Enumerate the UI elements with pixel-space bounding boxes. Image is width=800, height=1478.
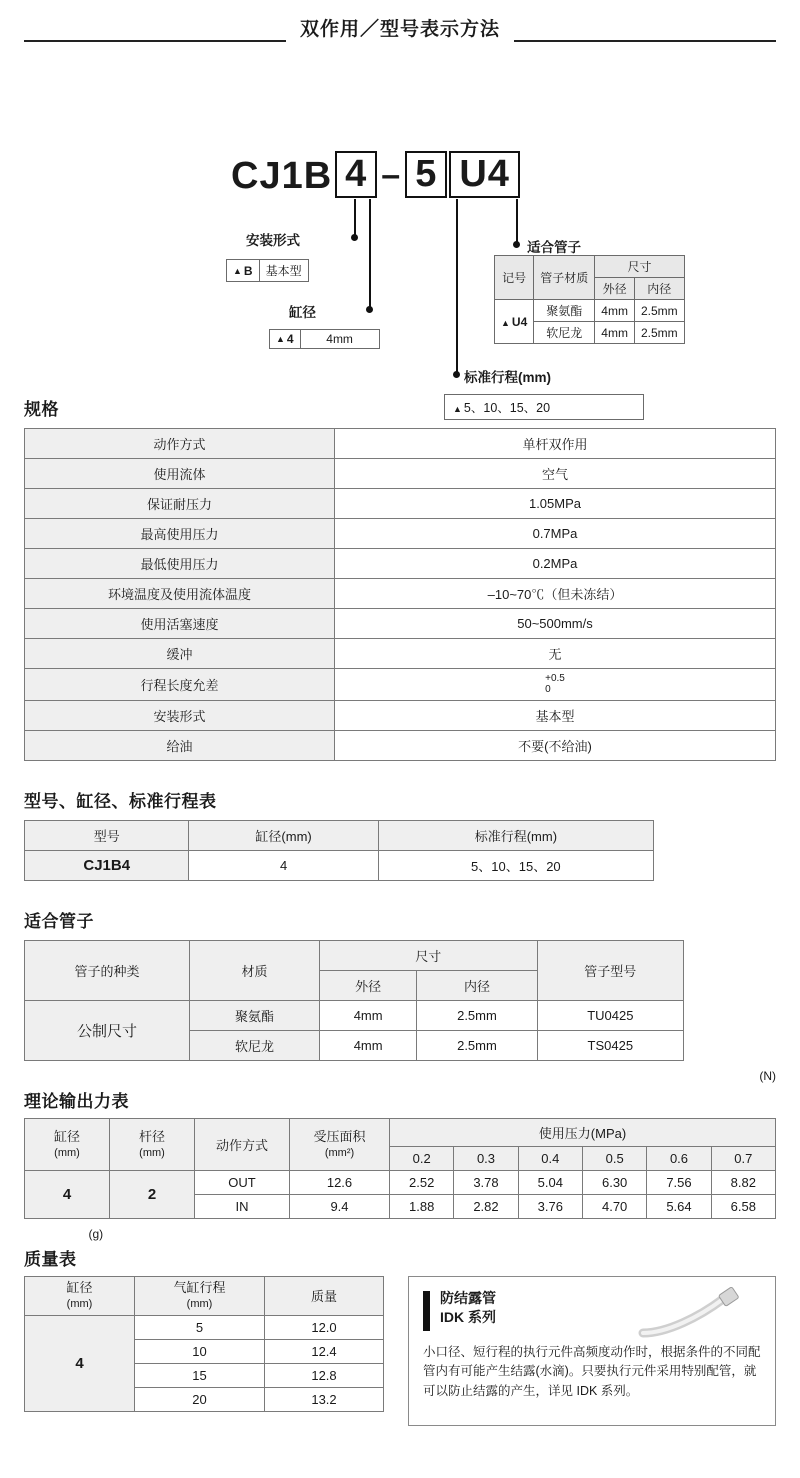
model-code-bore: 4 xyxy=(335,151,377,198)
force-unit: (N) xyxy=(759,1069,776,1083)
spec-label: 保证耐压力 xyxy=(25,489,335,519)
leader-dot-mount xyxy=(351,234,358,241)
triangle-icon: ▲ xyxy=(233,265,242,276)
table-row xyxy=(495,300,685,322)
force-header-bore: 缸径 (mm) xyxy=(25,1119,110,1171)
model-bore-stroke-table xyxy=(24,820,654,881)
mass-value: 12.4 xyxy=(265,1339,384,1363)
bore-legend xyxy=(269,329,380,349)
spec-label: 使用流体 xyxy=(25,459,335,489)
leader-dot-stroke xyxy=(453,371,460,378)
note-title-line1: 防结露管 xyxy=(440,1290,496,1306)
tubing-header-material: 材质 xyxy=(190,941,320,1001)
model-code-stroke: 5 xyxy=(405,151,447,198)
table-row xyxy=(25,459,776,489)
force-value: 5.04 xyxy=(518,1171,582,1195)
label-stroke: 标准行程(mm) xyxy=(464,370,551,385)
table-row xyxy=(25,1277,384,1316)
spec-value: 无 xyxy=(335,639,776,669)
table-row xyxy=(25,579,776,609)
tube-legend-od: 4mm xyxy=(595,300,635,322)
force-pressure-col: 0.2 xyxy=(390,1147,454,1171)
label-mount-form: 安装形式 xyxy=(246,233,300,248)
spec-label: 安装形式 xyxy=(25,701,335,731)
spec-value-tolerance xyxy=(335,669,776,701)
tube-illustration-icon xyxy=(637,1287,757,1339)
force-value: 5.64 xyxy=(647,1195,711,1219)
model-code-prefix: CJ1B xyxy=(231,155,333,197)
table-row xyxy=(25,1171,776,1195)
spec-label: 给油 xyxy=(25,731,335,761)
spec-value: –10~70℃（但未冻结） xyxy=(335,579,776,609)
tubing-heading: 适合管子 xyxy=(24,912,94,931)
force-value: 3.78 xyxy=(454,1171,518,1195)
table-row xyxy=(25,489,776,519)
mass-stroke: 5 xyxy=(135,1315,265,1339)
leader-dot-bore xyxy=(366,306,373,313)
force-pressure-col: 0.5 xyxy=(582,1147,646,1171)
force-rod: 2 xyxy=(110,1171,195,1219)
triangle-icon: ▲ xyxy=(276,334,285,344)
mbs-header-bore: 缸径(mm) xyxy=(189,821,378,851)
force-header-rod: 杆径 (mm) xyxy=(110,1119,195,1171)
mass-table xyxy=(24,1276,384,1412)
mass-stroke: 15 xyxy=(135,1363,265,1387)
triangle-icon: ▲ xyxy=(501,317,510,328)
spec-label: 使用活塞速度 xyxy=(25,609,335,639)
force-area: 12.6 xyxy=(290,1171,390,1195)
mass-and-note-row xyxy=(24,1276,776,1426)
tubing-material: 软尼龙 xyxy=(190,1031,320,1061)
tubing-model: TU0425 xyxy=(537,1001,683,1031)
table-row xyxy=(25,429,776,459)
spec-value: 不要(不给油) xyxy=(335,731,776,761)
mass-header-bore: 缸径 (mm) xyxy=(25,1277,135,1316)
table-row xyxy=(25,519,776,549)
table-row xyxy=(25,1001,684,1031)
tube-legend-id-header: 内径 xyxy=(634,278,684,300)
tube-legend-id: 2.5mm xyxy=(634,322,684,344)
tubing-od: 4mm xyxy=(320,1001,417,1031)
tube-legend-material: 软尼龙 xyxy=(534,322,595,344)
tube-legend-symbol-cell xyxy=(495,300,534,344)
force-header-area: 受压面积 (mm²) xyxy=(290,1119,390,1171)
force-value: 6.30 xyxy=(582,1171,646,1195)
mbs-model: CJ1B4 xyxy=(25,851,189,881)
spec-value: 1.05MPa xyxy=(335,489,776,519)
tubing-kind: 公制尺寸 xyxy=(25,1001,190,1061)
force-value: 2.82 xyxy=(454,1195,518,1219)
triangle-icon: ▲ xyxy=(453,404,462,414)
tube-legend-od-header: 外径 xyxy=(595,278,635,300)
mount-form-symbol: B xyxy=(243,263,253,278)
spec-label: 最高使用压力 xyxy=(25,519,335,549)
tubing-id: 2.5mm xyxy=(417,1031,537,1061)
bore-symbol: 4 xyxy=(286,332,294,346)
tubing-od: 4mm xyxy=(320,1031,417,1061)
table-row xyxy=(25,609,776,639)
force-value: 6.58 xyxy=(711,1195,775,1219)
tubing-header-model: 管子型号 xyxy=(537,941,683,1001)
tube-legend-symbol: U4 xyxy=(511,314,528,329)
tubing-header-id: 内径 xyxy=(417,971,537,1001)
force-area: 9.4 xyxy=(290,1195,390,1219)
spec-value: 50~500mm/s xyxy=(335,609,776,639)
force-pressure-col: 0.4 xyxy=(518,1147,582,1171)
table-row xyxy=(25,941,684,971)
bore-value: 4mm xyxy=(326,332,353,346)
tubing-header-kind: 管子的种类 xyxy=(25,941,190,1001)
force-value: 7.56 xyxy=(647,1171,711,1195)
note-accent-bar xyxy=(423,1291,430,1331)
table-row xyxy=(25,851,654,881)
mbs-stroke: 5、10、15、20 xyxy=(378,851,653,881)
mbs-header-model: 型号 xyxy=(25,821,189,851)
table-row xyxy=(25,639,776,669)
table-row xyxy=(25,549,776,579)
tube-legend-table xyxy=(494,255,685,344)
mount-form-text: 基本型 xyxy=(265,264,302,278)
spec-label: 行程长度允差 xyxy=(25,669,335,701)
tube-legend-symbol-header: 记号 xyxy=(495,256,534,300)
mbs-bore: 4 xyxy=(189,851,378,881)
tubing-id: 2.5mm xyxy=(417,1001,537,1031)
leader-dot-tube xyxy=(513,241,520,248)
tubing-header-size: 尺寸 xyxy=(320,941,538,971)
specifications-table xyxy=(24,428,776,761)
spec-value: 0.2MPa xyxy=(335,549,776,579)
table-row xyxy=(25,701,776,731)
page-title-area xyxy=(24,0,776,55)
label-tube: 适合管子 xyxy=(527,240,581,255)
mass-heading: 质量表 xyxy=(24,1250,77,1269)
spec-label: 缓冲 xyxy=(25,639,335,669)
force-action: IN xyxy=(195,1195,290,1219)
spec-value: 0.7MPa xyxy=(335,519,776,549)
table-row xyxy=(25,669,776,701)
idk-note-box xyxy=(408,1276,776,1426)
mass-unit: (g) xyxy=(88,1227,104,1241)
tube-legend-material-header: 管子材质 xyxy=(534,256,595,300)
force-pressure-col: 0.3 xyxy=(454,1147,518,1171)
theoretical-output-force-table xyxy=(24,1118,776,1219)
tubing-model: TS0425 xyxy=(537,1031,683,1061)
note-title-line2: IDK 系列 xyxy=(440,1308,496,1325)
model-code-tube: U4 xyxy=(449,151,520,198)
force-value: 2.52 xyxy=(390,1171,454,1195)
stroke-values: 5、10、15、20 xyxy=(463,401,551,415)
spec-value: 空气 xyxy=(335,459,776,489)
spec-value: 单杆双作用 xyxy=(335,429,776,459)
mass-stroke: 10 xyxy=(135,1339,265,1363)
tube-legend-od: 4mm xyxy=(595,322,635,344)
force-value: 4.70 xyxy=(582,1195,646,1219)
force-header-action: 动作方式 xyxy=(195,1119,290,1171)
spec-heading: 规格 xyxy=(24,400,59,419)
tubing-material: 聚氨酯 xyxy=(190,1001,320,1031)
leader-line-bore xyxy=(369,199,371,309)
force-pressure-col: 0.6 xyxy=(647,1147,711,1171)
force-value: 8.82 xyxy=(711,1171,775,1195)
tolerance-value: +0.5 0 xyxy=(545,673,565,695)
leader-line-stroke xyxy=(456,199,458,374)
force-header-pressure: 使用压力(MPa) xyxy=(390,1119,776,1147)
table-row xyxy=(25,731,776,761)
table-row xyxy=(495,256,685,278)
tubing-table xyxy=(24,940,684,1061)
tube-legend-material: 聚氨酯 xyxy=(534,300,595,322)
mass-value: 12.0 xyxy=(265,1315,384,1339)
model-code-dash: – xyxy=(381,156,402,194)
mass-header-mass: 质量 xyxy=(265,1277,384,1316)
tube-legend-size-header: 尺寸 xyxy=(595,256,684,278)
mass-bore: 4 xyxy=(25,1315,135,1411)
mass-header-stroke: 气缸行程 (mm) xyxy=(135,1277,265,1316)
spec-value: 基本型 xyxy=(335,701,776,731)
force-pressure-col: 0.7 xyxy=(711,1147,775,1171)
bore-symbol-cell xyxy=(270,330,301,348)
force-bore: 4 xyxy=(25,1171,110,1219)
label-bore: 缸径 xyxy=(289,305,316,320)
table-row xyxy=(25,1315,384,1339)
table-row xyxy=(25,821,654,851)
mass-stroke: 20 xyxy=(135,1387,265,1411)
mass-value: 12.8 xyxy=(265,1363,384,1387)
table-row xyxy=(25,1119,776,1147)
spec-label: 动作方式 xyxy=(25,429,335,459)
mount-form-legend xyxy=(226,259,309,282)
force-heading: 理论输出力表 xyxy=(24,1092,129,1111)
stroke-legend xyxy=(444,394,644,420)
note-title xyxy=(440,1289,496,1327)
mount-form-symbol-cell xyxy=(227,260,260,281)
page-title: 双作用／型号表示方法 xyxy=(286,14,514,47)
mass-value: 13.2 xyxy=(265,1387,384,1411)
leader-line-mount xyxy=(354,199,356,237)
force-value: 3.76 xyxy=(518,1195,582,1219)
force-value: 1.88 xyxy=(390,1195,454,1219)
model-bore-stroke-heading: 型号、缸径、标准行程表 xyxy=(24,792,217,811)
spec-label: 最低使用压力 xyxy=(25,549,335,579)
note-body-text: 小口径、短行程的执行元件高频度动作时，根据条件的不同配管内有可能产生结露(水滴)。只要执行元件采用特别配管，就可以防止结露的产生，详见 IDK 系列。 xyxy=(423,1345,761,1398)
tube-legend-id: 2.5mm xyxy=(634,300,684,322)
force-action: OUT xyxy=(195,1171,290,1195)
leader-line-tube xyxy=(516,199,518,244)
tubing-header-od: 外径 xyxy=(320,971,417,1001)
mbs-header-stroke: 标准行程(mm) xyxy=(378,821,653,851)
model-code xyxy=(229,151,521,198)
spec-label: 环境温度及使用流体温度 xyxy=(25,579,335,609)
